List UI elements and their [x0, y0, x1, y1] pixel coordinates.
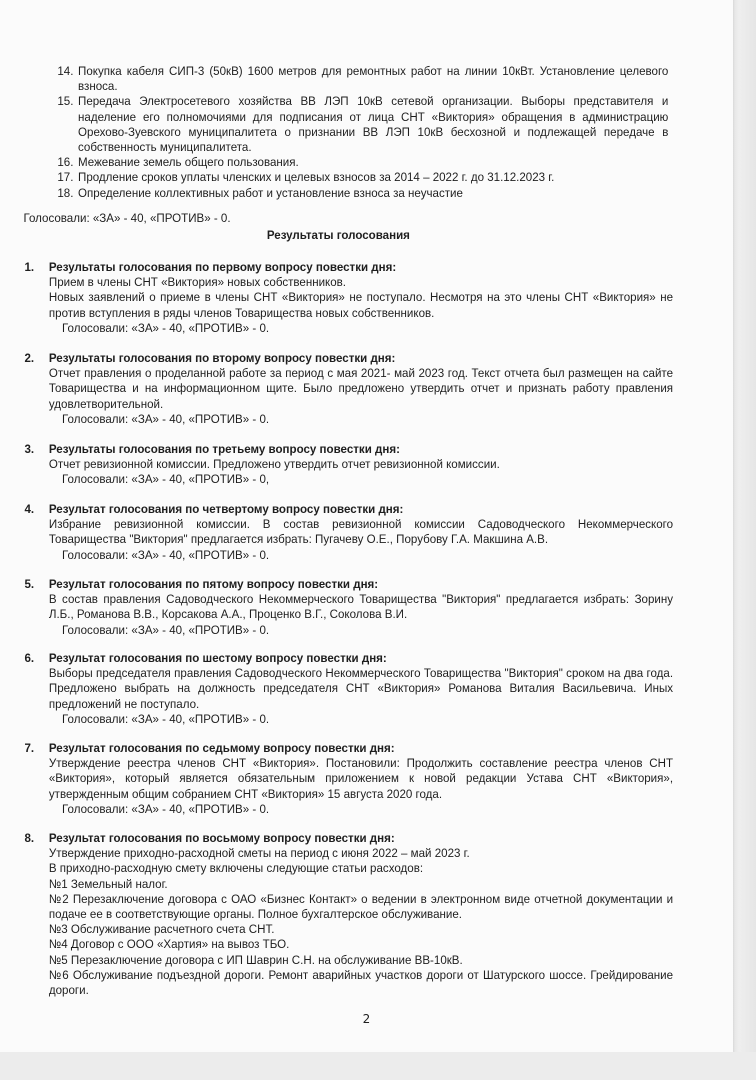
result-body	[24, 366, 673, 412]
result-paragraph: Отчет ревизионной комиссии. Предложено утвердить отчет ревизионной комиссии.	[48, 457, 500, 472]
result-title-text: Результаты голосования по первому вопросу повестки дня:	[48, 260, 397, 274]
scan-bottom-margin	[0, 1052, 756, 1080]
result-title-text: Результат голосования по четвертому вопросу повестки дня:	[48, 502, 404, 516]
result-title-text: Результат голосования по пятому вопросу повестки дня:	[48, 577, 379, 591]
result-item	[24, 577, 673, 638]
result-number: 1.	[24, 260, 35, 274]
agenda-item-text: Передача Электросетевого хозяйства ВВ ЛЭП 10кВ сетевой организации. Выборы представителя и наделение его полномочиями для подписания от лица СНТ «Виктория» обращения в администрацию Орехово-Зуевского муниципалитета о признании ВВ ЛЭП 10кВ бесхозной и подлежащей передаче в собственность муниципалитета.	[78, 94, 669, 155]
result-title	[24, 260, 673, 275]
result-item	[24, 502, 673, 563]
result-vote: Голосовали: «ЗА» - 40, «ПРОТИВ» - 0.	[62, 411, 270, 426]
agenda-item-number: 16.	[57, 155, 74, 170]
result-title	[24, 741, 673, 756]
result-item	[24, 831, 673, 998]
agenda-item	[57, 94, 668, 155]
result-body	[24, 846, 673, 998]
result-title	[24, 577, 673, 592]
result-vote: Голосовали: «ЗА» - 40, «ПРОТИВ» - 0.	[62, 320, 270, 335]
result-number: 3.	[24, 442, 35, 456]
result-paragraph: Утверждение реестра членов СНТ «Виктория». Постановили: Продолжить составление реестра членов СНТ «Виктория», который является обязательным приложением к новой редакции Устава СНТ «Виктория», утвержденным общим собранием СНТ «Виктория» 15 августа 2020 года.	[48, 756, 674, 801]
result-paragraph: Выборы председателя правления Садоводческого Некоммерческого Товарищества "Виктория" сроком на два года. Предложено выбрать на должность председателя СНТ «Виктория» Романова Виталия Васильевича. Иных предложений не поступало.	[48, 666, 674, 711]
agenda-item-number: 14.	[57, 64, 74, 78]
agenda-item-text: Продление сроков уплаты членских и целевых взносов за 2014 – 2022 г. до 31.12.2023 г.	[78, 170, 555, 185]
result-title	[24, 502, 673, 517]
result-title	[24, 351, 673, 366]
agenda-vote-result: Голосовали: «ЗА» - 40, «ПРОТИВ» - 0.	[23, 211, 231, 225]
section-heading: Результаты голосования	[266, 228, 410, 242]
result-item	[24, 651, 673, 727]
result-body	[24, 517, 673, 547]
result-body	[24, 756, 673, 802]
agenda-item-number: 17.	[57, 170, 74, 185]
result-vote: Голосовали: «ЗА» - 40, «ПРОТИВ» - 0.	[62, 801, 270, 816]
agenda-item-number: 15.	[57, 94, 74, 109]
expense-item: №1 Земельный налог.	[48, 876, 168, 891]
scan-page-edge	[733, 0, 756, 1080]
result-body	[24, 457, 673, 472]
agenda-list-continued	[57, 64, 668, 201]
expense-item: №6 Обслуживание подъездной дороги. Ремонт аварийных участков дороги от Шатурского шоссе. Грейдирование дороги.	[48, 967, 674, 998]
result-title-text: Результат голосования по седьмому вопросу повестки дня:	[48, 741, 395, 755]
result-body	[24, 592, 673, 622]
result-number: 2.	[24, 351, 35, 365]
result-paragraph: Новых заявлений о приеме в члены СНТ «Виктория» не поступало. Несмотря на это члены СНТ «Виктория» не против вступления в ряды членов Товарищества новых собственников.	[48, 290, 674, 320]
agenda-item-text: Межевание земель общего пользования.	[78, 155, 299, 170]
result-body	[24, 275, 673, 321]
result-number: 4.	[24, 502, 35, 516]
result-title-text: Результат голосования по восьмому вопросу повестки дня:	[48, 831, 395, 845]
result-paragraph: Отчет правления о проделанной работе за период с мая 2021- май 2023 год. Текст отчета был размещен на сайте Товарищества и на информационном щите. Было предложено утвердить отчет и признать работу правления удовлетворительной.	[48, 366, 674, 411]
result-paragraph: В приходно-расходную смету включены следующие статьи расходов:	[48, 861, 424, 876]
result-title	[24, 831, 673, 846]
result-vote: Голосовали: «ЗА» - 40, «ПРОТИВ» - 0.	[62, 711, 270, 726]
result-item	[24, 351, 673, 427]
agenda-item	[57, 170, 668, 185]
result-paragraph: Избрание ревизионной комиссии. В состав ревизионной комиссии Садоводческого Некоммерческого Товарищества "Виктория" предлагается избрать: Пугачеву О.Е., Порубову Г.А. Макшина А.В.	[48, 517, 674, 547]
result-number: 6.	[24, 651, 35, 665]
result-title-text: Результат голосования по шестому вопросу повестки дня:	[48, 651, 387, 665]
expense-item: №3 Обслуживание расчетного счета СНТ.	[48, 922, 275, 937]
agenda-item-number: 18.	[57, 185, 74, 200]
result-vote: Голосовали: «ЗА» - 40, «ПРОТИВ» - 0,	[62, 472, 270, 487]
result-item	[24, 442, 673, 488]
result-number: 8.	[24, 831, 35, 845]
result-item	[24, 741, 673, 817]
agenda-item	[57, 186, 668, 201]
expense-item: №5 Перезаключение договора с ИП Шаврин С.Н. на обслуживание ВВ-10кВ.	[48, 952, 463, 967]
result-title	[24, 651, 673, 666]
agenda-item	[57, 155, 668, 170]
agenda-item-text: Покупка кабеля СИП-3 (50кВ) 1600 метров для ремонтных работ на линии 10кВт. Установление целевого взноса.	[78, 64, 669, 94]
result-title-text: Результаты голосования по третьему вопросу повестки дня:	[48, 442, 400, 456]
expense-item: №4 Договор с ООО «Хартия» на вывоз ТБО.	[48, 937, 290, 952]
result-paragraph: В состав правления Садоводческого Некоммерческого Товарищества "Виктория" предлагается избрать: Зорину Л.Б., Романова В.В., Корсакова А.А., Проценко В.Г., Соколова В.И.	[48, 592, 674, 622]
page-number: 2	[362, 1012, 371, 1026]
result-paragraph: Утверждение приходно-расходной сметы на период с июня 2022 – май 2023 г.	[48, 846, 470, 861]
result-title	[24, 442, 673, 457]
result-body	[24, 666, 673, 712]
result-vote: Голосовали: «ЗА» - 40, «ПРОТИВ» - 0.	[62, 622, 270, 637]
agenda-item-text: Определение коллективных работ и установление взноса за неучастие	[78, 185, 463, 200]
result-paragraph: Прием в члены СНТ «Виктория» новых собственников.	[48, 275, 347, 290]
result-vote: Голосовали: «ЗА» - 40, «ПРОТИВ» - 0.	[62, 547, 270, 562]
result-number: 7.	[24, 741, 35, 755]
agenda-item	[57, 64, 668, 94]
result-title-text: Результаты голосования по второму вопросу повестки дня:	[48, 351, 396, 365]
result-number: 5.	[24, 577, 35, 591]
expense-item: №2 Перезаключение договора с ОАО «Бизнес Контакт» о ведении в электронном виде отчетной документации и подаче ее в соответствующие органы. Полное бухгалтерское обслуживание.	[48, 891, 674, 922]
result-item	[24, 260, 673, 336]
